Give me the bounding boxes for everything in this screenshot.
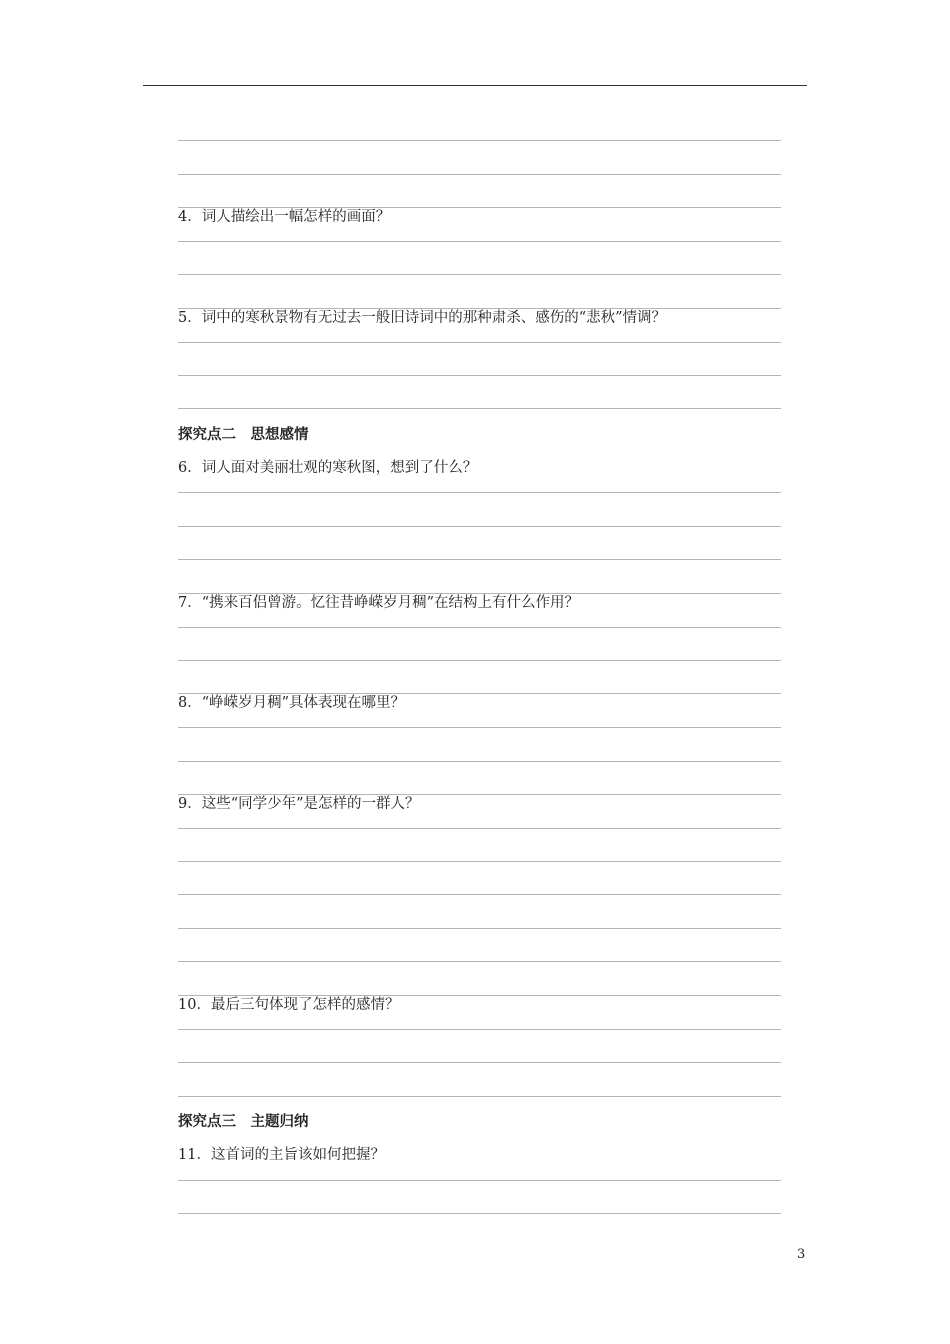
question-5: 5．词中的寒秋景物有无过去一般旧诗词中的那种肃杀、感伤的“悲秋”情调？ — [178, 310, 667, 326]
answer-line — [178, 559, 781, 560]
header-rule — [143, 85, 807, 86]
question-6: 6．词人面对美丽壮观的寒秋图，想到了什么？ — [178, 460, 478, 476]
question-7: 7．“携来百侣曾游。忆往昔峥嵘岁月稠”在结构上有什么作用？ — [178, 595, 580, 611]
answer-line — [178, 961, 781, 962]
section-heading-2: 探究点二 思想感情 — [178, 426, 309, 443]
answer-line — [178, 526, 781, 527]
question-10: 10．最后三句体现了怎样的感情？ — [178, 997, 400, 1013]
answer-line — [178, 1180, 781, 1181]
answer-line — [178, 408, 781, 409]
answer-line — [178, 828, 781, 829]
answer-line — [178, 492, 781, 493]
page-number: 3 — [797, 1247, 806, 1262]
answer-line — [178, 140, 781, 141]
answer-line — [178, 928, 781, 929]
answer-line — [178, 1029, 781, 1030]
answer-line — [178, 274, 781, 275]
answer-line — [178, 861, 781, 862]
answer-line — [178, 1213, 781, 1214]
answer-line — [178, 1096, 781, 1097]
answer-line — [178, 342, 781, 343]
answer-line — [178, 627, 781, 628]
answer-line — [178, 727, 781, 728]
answer-line — [178, 761, 781, 762]
question-11: 11．这首词的主旨该如何把握？ — [178, 1147, 385, 1163]
answer-line — [178, 894, 781, 895]
question-8: 8．“峥嵘岁月稠”具体表现在哪里？ — [178, 695, 406, 711]
answer-line — [178, 375, 781, 376]
answer-line — [178, 660, 781, 661]
answer-line — [178, 174, 781, 175]
question-4: 4．词人描绘出一幅怎样的画面？ — [178, 209, 391, 225]
question-9: 9．这些“同学少年”是怎样的一群人？ — [178, 796, 420, 812]
section-heading-3: 探究点三 主题归纳 — [178, 1113, 309, 1130]
answer-line — [178, 241, 781, 242]
answer-line — [178, 1062, 781, 1063]
